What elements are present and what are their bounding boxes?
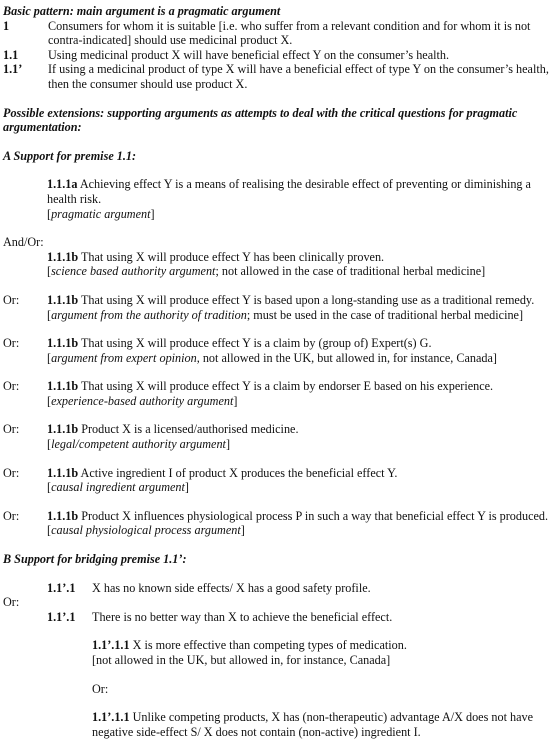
section-a-heading: A Support for premise 1.1: [3, 148, 137, 163]
premise-number: 1.1 [3, 47, 19, 62]
sub-or-label: Or: [92, 681, 109, 696]
sub-code: 1.1’.1.1 [92, 638, 130, 653]
connector-label: Or: [3, 422, 20, 437]
premise-number: 1.1’ [3, 62, 23, 77]
premise-text: If using a medicinal product of type X will have a beneficial effect of type Y on the consumer’s health, then the consumer should use product X. [48, 62, 549, 91]
or-label: Or: [3, 595, 20, 610]
connector-label: Or: [3, 465, 20, 480]
support-entry: Or: 1.1.1b That using X will produce effect Y is a claim by endorser E based on his experience. [experience-based authority argument] [3, 379, 494, 408]
sub-argument [3, 710, 551, 739]
premise-text: Using medicinal product X will have beneficial effect Y on the consumer’s health. [48, 47, 450, 62]
entry-text: That using X will produce effect Y is based upon a long-standing use as a traditional remedy. [78, 292, 535, 307]
entry-note-type: causal ingredient argument [51, 480, 185, 495]
sub-text: Unlike competing products, X has (non-therapeutic) advantage A/X does not have negative side-effect S/ X does not contain (non-active) ingredient I. [92, 710, 534, 739]
premise-1-1 [3, 48, 551, 63]
support-entry: Or: 1.1.1b That using X will produce effect Y is based upon a long-standing use as a traditional remedy. [argument from the authority of tradition; must be used in the case of traditional herbal medicine] [3, 292, 535, 322]
entry-text: That using X will produce effect Y is a claim by endorser E based on his experience. [78, 379, 494, 394]
entry-note-type: argument from the authority of tradition [51, 307, 247, 322]
bridge-number: 1.1’.1 [47, 609, 76, 624]
andor-label: And/Or: [3, 235, 44, 250]
document [3, 4, 551, 739]
entry-note-type: causal physiological process argument [51, 523, 241, 538]
connector-label: Or: [3, 292, 20, 307]
extensions-heading: Possible extensions: supporting arguments as attempts to deal with the critical questions for pragmatic argumentation: [3, 105, 518, 135]
entry-note-rest: ; not allowed in the case of traditional herbal medicine [215, 264, 482, 279]
sub-code: 1.1’.1.1 [92, 710, 130, 725]
entry-text: Achieving effect Y is a means of realising the desirable effect of preventing or diminishing a health risk. [47, 177, 531, 206]
bridge-text: There is no better way than X to achieve the beneficial effect. [92, 609, 393, 624]
entry-code: 1.1.1b [47, 292, 79, 307]
entry-text: Product X influences physiological process P in such a way that beneficial effect Y is produced. [78, 508, 549, 523]
entry-note-rest: , not allowed in the UK, but allowed in, for instance, Canada [196, 350, 493, 365]
premise-text: Consumers for whom it is suitable [i.e. who suffer from a relevant condition and for whom it is not contra-indicated] should use medicinal product X. [48, 18, 531, 48]
entry-code: 1.1.1b [47, 249, 79, 264]
connector-label: Or: [3, 336, 20, 351]
support-entry: 1.1.1a Achieving effect Y is a means of realising the desirable effect of preventing or diminishing a health risk. [pragmatic argument] [47, 177, 531, 221]
entry-text: Active ingredient I of product X produces the beneficial effect Y. [78, 465, 398, 480]
entry-text: That using X will produce effect Y is a claim by (group of) Expert(s) G. [78, 336, 432, 351]
support-entry: Or: 1.1.1b Product X is a licensed/authorised medicine. [legal/competent authority argument] [3, 422, 299, 452]
premise-1 [3, 19, 551, 48]
entry-code: 1.1.1b [47, 422, 79, 437]
entry-code: 1.1.1b [47, 336, 79, 351]
sub-argument [3, 638, 551, 667]
entry-text: That using X will produce effect Y has been clinically proven. [78, 249, 385, 264]
entry-code: 1.1.1b [47, 508, 79, 523]
bridge-number: 1.1’.1 [47, 580, 76, 595]
entry-text: Product X is a licensed/authorised medicine. [78, 422, 299, 437]
basic-pattern-heading: Basic pattern: main argument is a pragmatic argument [3, 4, 281, 18]
support-entry: 1.1.1b That using X will produce effect Y has been clinically proven. [science based authority argument; not allowed in the case of traditional herbal medicine] [47, 249, 486, 279]
premise-1-1-prime [3, 62, 551, 91]
support-entry: Or: 1.1.1b That using X will produce effect Y is a claim by (group of) Expert(s) G. [argument from expert opinion, not allowed in the UK, but allowed in, for instance, Canada] [3, 336, 497, 365]
entry-note-type: science based authority argument [51, 264, 216, 279]
premise-number: 1 [3, 18, 10, 33]
section-b-heading: B Support for bridging premise 1.1’: [3, 552, 187, 567]
entry-note-rest: ; must be used in the case of traditional herbal medicine [246, 307, 519, 322]
entry-note-type: legal/competent authority argument [51, 437, 226, 452]
connector-label: Or: [3, 379, 20, 394]
sub-note: [not allowed in the UK, but allowed in, for instance, Canada] [92, 653, 391, 667]
support-entry: Or: 1.1.1b Product X influences physiological process P in such a way that beneficial effect Y is produced. [causal physiological process argument] [3, 508, 549, 538]
entry-note-type: argument from expert opinion [51, 350, 197, 365]
bridge-item [3, 610, 551, 625]
connector-label: Or: [3, 508, 20, 523]
sub-text: X is more effective than competing types of medication. [129, 638, 407, 653]
entry-code: 1.1.1b [47, 465, 79, 480]
support-entry: Or: 1.1.1b Active ingredient I of product X produces the beneficial effect Y. [causal ingredient argument] [3, 465, 398, 495]
entry-code: 1.1.1a [47, 177, 78, 192]
bridge-item [3, 581, 551, 596]
entry-note-type: experience-based authority argument [51, 393, 234, 408]
entry-note-type: pragmatic argument [51, 206, 151, 221]
entry-code: 1.1.1b [47, 379, 79, 394]
bridge-text: X has no known side effects/ X has a good safety profile. [92, 580, 371, 595]
